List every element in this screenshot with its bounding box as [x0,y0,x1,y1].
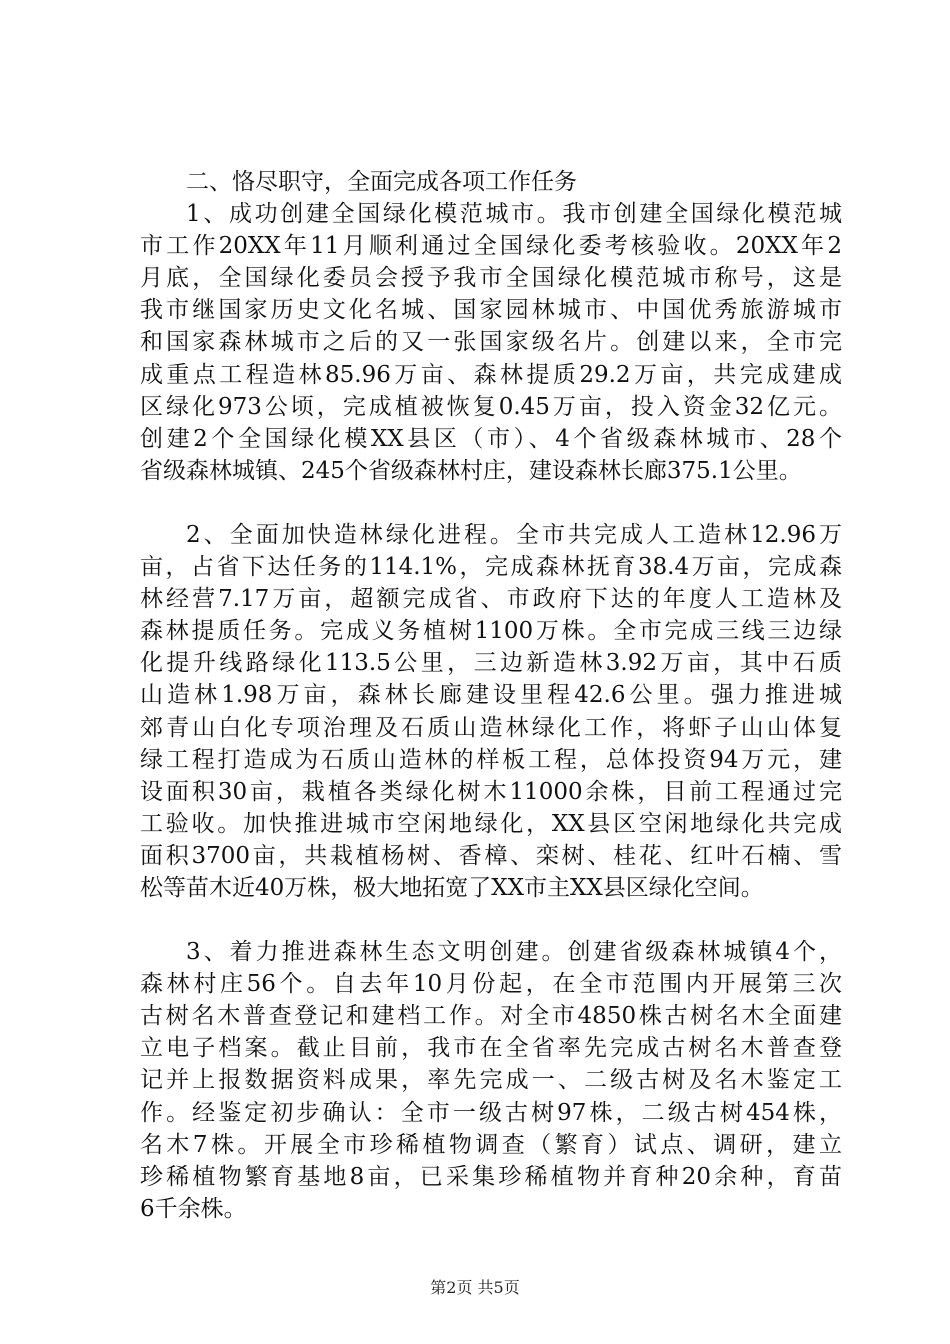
paragraph-line: 森林村庄56个。自去年10月份起，在全市范围内开展第三次 [140,971,842,998]
paragraph-line: 6千余株。 [140,1195,247,1222]
paragraph-line: 设面积30亩，栽植各类绿化树木11000余株，目前工程通过完 [140,778,842,805]
paragraph-line: 省级森林城镇、245个省级森林村庄，建设森林长廊375.1公里。 [140,457,802,484]
paragraph-line: 2、全面加快造林绿化进程。全市共完成人工造林12.96万 [186,521,842,548]
paragraph-line: 松等苗木近40万株，极大地拓宽了XX市主XX县区绿化空间。 [140,874,764,901]
paragraph-line: 立电子档案。截止目前，我市在全省率先完成古树名木普查登 [140,1035,842,1062]
paragraph-line: 和国家森林城市之后的又一张国家级名片。创建以来，全市完 [140,329,842,356]
paragraph-2 [140,519,842,904]
paragraph-line: 森林提质任务。完成义务植树1100万株。全市完成三线三边绿 [140,618,842,645]
paragraph-line: 化提升线路绿化113.5公里，三边新造林3.92万亩，其中石质 [140,650,842,677]
paragraph-line: 名木7株。开展全市珍稀植物调查（繁育）试点、调研，建立 [140,1131,842,1158]
paragraph-line: 月底，全国绿化委员会授予我市全国绿化模范城市称号，这是 [140,265,842,292]
paragraph-line: 郊青山白化专项治理及石质山造林绿化工作，将虾子山山体复 [140,714,842,741]
paragraph-line: 成重点工程造林85.96万亩、森林提质29.2万亩，共完成建成 [140,361,842,388]
paragraph-line: 我市继国家历史文化名城、国家园林城市、中国优秀旅游城市 [140,297,842,324]
paragraph-line: 市工作20XX年11月顺利通过全国绿化委考核验收。20XX年2 [140,233,842,260]
paragraph-line: 林经营7.17万亩，超额完成省、市政府下达的年度人工造林及 [140,586,842,613]
paragraph-line: 亩，占省下达任务的114.1%，完成森林抚育38.4万亩，完成森 [140,554,842,581]
paragraph-line: 工验收。加快推进城市空闲地绿化，XX县区空闲地绿化共完成 [140,810,842,837]
paragraph-1 [140,198,842,487]
paragraph-line: 面积3700亩，共栽植杨树、香樟、栾树、桂花、红叶石楠、雪 [140,842,842,869]
paragraph-line: 记并上报数据资料成果，率先完成一、二级古树及名木鉴定工 [140,1067,842,1094]
paragraph-3 [140,936,842,1225]
paragraph-line: 1、成功创建全国绿化模范城市。我市创建全国绿化模范城 [186,201,842,228]
page-number: 第2页 共5页 [430,1278,520,1297]
paragraph-gap [140,904,842,936]
document-body [140,166,842,1225]
paragraph-line: 区绿化973公顷，完成植被恢复0.45万亩，投入资金32亿元。 [140,393,842,420]
paragraph-line: 珍稀植物繁育基地8亩，已采集珍稀植物并育种20余种，育苗 [140,1163,842,1190]
paragraph-line: 山造林1.98万亩，森林长廊建设里程42.6公里。强力推进城 [140,682,842,709]
paragraph-line: 作。经鉴定初步确认：全市一级古树97株，二级古树454株， [140,1099,842,1126]
paragraph-line: 绿工程打造成为石质山造林的样板工程，总体投资94万元，建 [140,746,842,773]
paragraph-gap [140,487,842,519]
paragraph-line: 3、着力推进森林生态文明创建。创建省级森林城镇4个， [186,939,842,966]
paragraph-line: 创建2个全国绿化模XX县区（市）、4个省级森林城市、28个 [140,425,842,452]
section-heading: 二、恪尽职守，全面完成各项工作任务 [186,169,577,195]
paragraph-line: 古树名木普查登记和建档工作。对全市4850株古树名木全面建 [140,1003,842,1030]
